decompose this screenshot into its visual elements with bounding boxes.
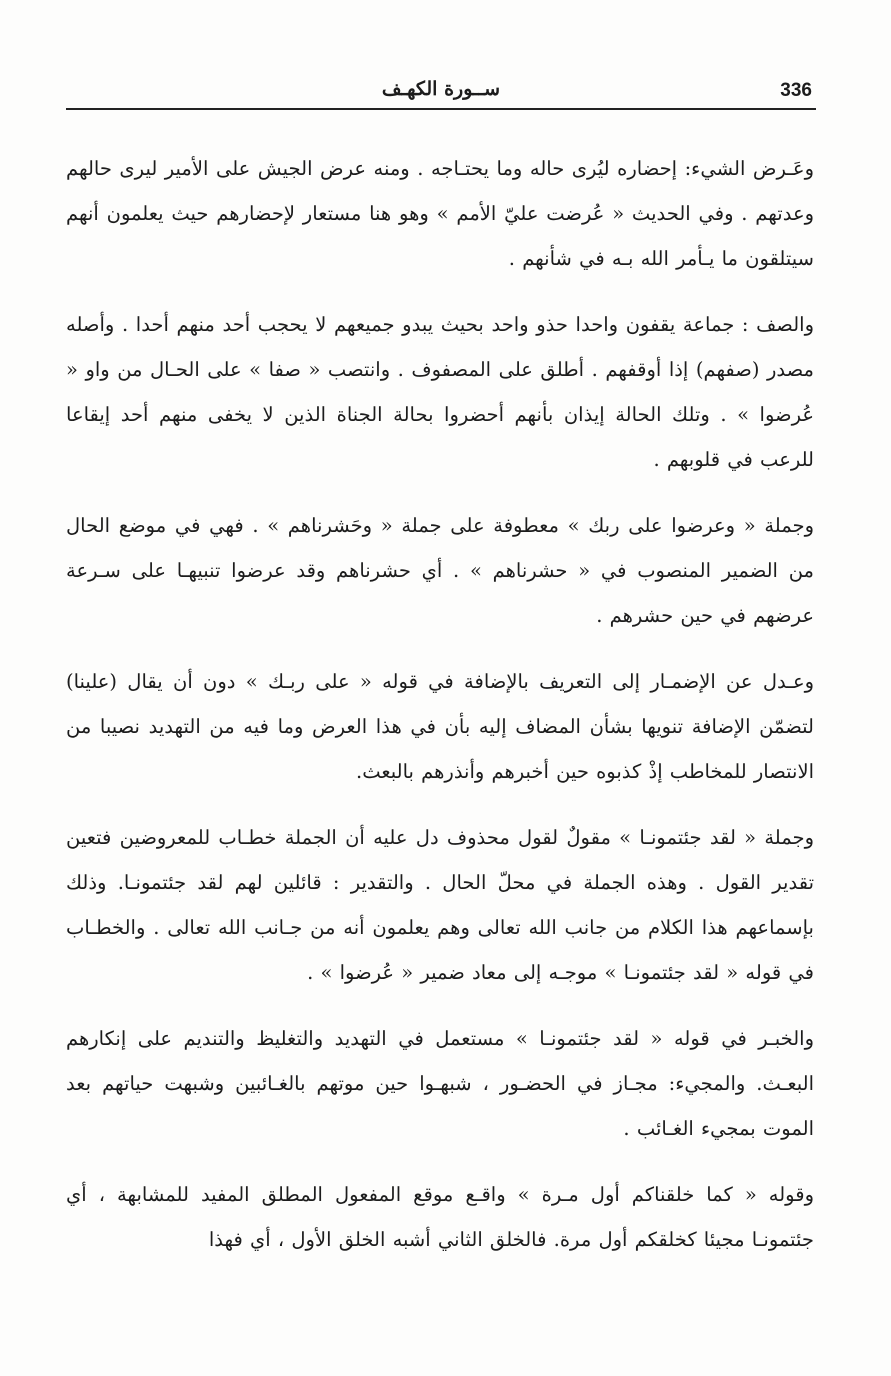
surah-title: ســورة الكهـف [381, 78, 501, 100]
body-text [66, 146, 814, 1262]
paragraph-4: وعـدل عن الإضمـار إلى التعريف بالإضافة في قوله « على ربـك » دون أن يقال (علينا) لتضمّن الإضافة تنويها بشأن المضاف إليه بأن في هذا العرض وما فيه من التهديد نصيبا من الانتصار للمخاطب إذْ كذبوه حين أخبرهم وأنذرهم بالبعث. [66, 670, 814, 783]
header-divider [66, 108, 816, 110]
paragraph-5: وجملة « لقد جئتمونـا » مقولٌ لقول محذوف دل عليه أن الجملة خطـاب للمعروضين فتعين تقدير القول . وهذه الجملة في محلّ الحال . والتقدير : قائلين لهم لقد جئتمونـا. وذلك بإسماعهم هذا الكلام من جانب الله تعالى وهم يعلمون أنه من جـانب الله تعالى . والخطـاب في قوله « لقد جئتمونـا » موجـه إلى معاد ضمير « عُرضوا » . [66, 826, 814, 984]
page-number: 336 [780, 80, 812, 101]
page-header [66, 76, 816, 110]
paragraph-6: والخبـر في قوله « لقد جئتمونـا » مستعمل في التهديد والتغليظ والتنديم على إنكارهم البعـث. والمجيء: مجـاز في الحضـور ، شبهـوا حين موتهم بالغـائبين وشبهت حياتهم بعد الموت بمجيء الغـائب . [66, 1027, 814, 1140]
paragraph-3: وجملة « وعرضوا على ربك » معطوفة على جملة « وحَشرناهم » . فهي في موضع الحال من الضمير المنصوب في « حشرناهم » . أي حشرناهم وقد عرضوا تنبيهـا على سـرعة عرضهم في حين حشرهم . [66, 514, 814, 627]
paragraph-1: وعَـرض الشيء: إحضاره ليُرى حاله وما يحتـاجه . ومنه عرض الجيش على الأمير ليرى حالهم وعدتهم . وفي الحديث « عُرضت عليّ الأمم » وهو هنا مستعار لإحضارهم حيث يعلمون أنهم سيتلقون ما يـأمر الله بـه في شأنهم . [66, 157, 814, 270]
paragraph-2: والصف : جماعة يقفون واحدا حذو واحد بحيث يبدو جميعهم لا يحجب أحد منهم أحدا . وأصله مصدر (صفهم) إذا أوقفهم . أطلق على المصفوف . وانتصب « صفا » على الحـال من واو « عُرضوا » . وتلك الحالة إيذان بأنهم أحضروا بحالة الجناة الذين لا يخفى منهم أحد إيقاعا للرعب في قلوبهم . [66, 313, 814, 471]
paragraph-7: وقوله « كما خلقناكم أول مـرة » واقـع موقع المفعول المطلق المفيد للمشابهة ، أي جئتمونـا مجيئا كخلقكم أول مرة. فالخلق الثاني أشبه الخلق الأول ، أي فهذا [66, 1183, 814, 1251]
